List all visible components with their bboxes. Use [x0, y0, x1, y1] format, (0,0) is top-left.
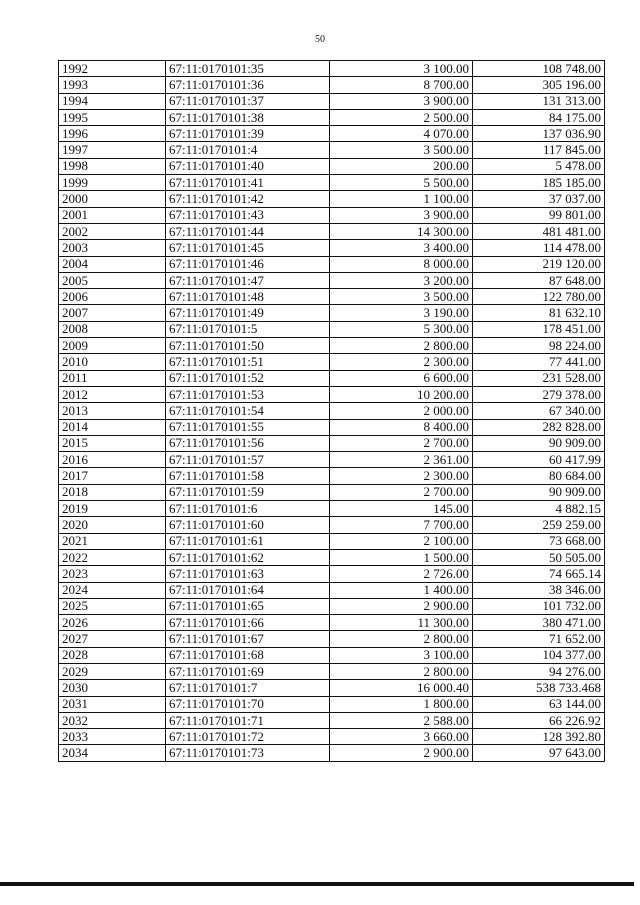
- area-cell: 2 800.00: [330, 338, 473, 354]
- area-cell: 8 700.00: [330, 77, 473, 93]
- value-cell: 538 733.468: [473, 680, 605, 696]
- table-row: [59, 289, 605, 305]
- cadastral-number-cell: 67:11:0170101:7: [166, 680, 330, 696]
- table-row: [59, 272, 605, 288]
- table-row: [59, 191, 605, 207]
- value-cell: 131 313.00: [473, 93, 605, 109]
- value-cell: 231 528.00: [473, 370, 605, 386]
- value-cell: 37 037.00: [473, 191, 605, 207]
- area-cell: 2 900.00: [330, 598, 473, 614]
- value-cell: 122 780.00: [473, 289, 605, 305]
- page-number: 50: [315, 34, 325, 45]
- value-cell: 90 909.00: [473, 435, 605, 451]
- area-cell: 3 100.00: [330, 647, 473, 663]
- table-row: [59, 338, 605, 354]
- area-cell: 8 000.00: [330, 256, 473, 272]
- cadastral-number-cell: 67:11:0170101:5: [166, 321, 330, 337]
- area-cell: 1 500.00: [330, 549, 473, 565]
- cadastral-number-cell: 67:11:0170101:44: [166, 223, 330, 239]
- value-cell: 80 684.00: [473, 468, 605, 484]
- cadastral-number-cell: 67:11:0170101:60: [166, 517, 330, 533]
- table-row: [59, 533, 605, 549]
- area-cell: 3 500.00: [330, 289, 473, 305]
- row-number-cell: 2004: [59, 256, 166, 272]
- row-number-cell: 2030: [59, 680, 166, 696]
- area-cell: 2 726.00: [330, 566, 473, 582]
- table-row: [59, 663, 605, 679]
- area-cell: 2 500.00: [330, 109, 473, 125]
- row-number-cell: 1998: [59, 158, 166, 174]
- cadastral-number-cell: 67:11:0170101:59: [166, 484, 330, 500]
- area-cell: 2 700.00: [330, 435, 473, 451]
- table-row: [59, 93, 605, 109]
- area-cell: 7 700.00: [330, 517, 473, 533]
- area-cell: 2 588.00: [330, 712, 473, 728]
- table-row: [59, 321, 605, 337]
- row-number-cell: 2001: [59, 207, 166, 223]
- table-row: [59, 223, 605, 239]
- value-cell: 71 652.00: [473, 631, 605, 647]
- row-number-cell: 2012: [59, 386, 166, 402]
- row-number-cell: 2034: [59, 745, 166, 761]
- row-number-cell: 1992: [59, 61, 166, 77]
- row-number-cell: 1995: [59, 109, 166, 125]
- area-cell: 3 500.00: [330, 142, 473, 158]
- table-row: [59, 305, 605, 321]
- value-cell: 4 882.15: [473, 501, 605, 517]
- cadastral-number-cell: 67:11:0170101:68: [166, 647, 330, 663]
- value-cell: 104 377.00: [473, 647, 605, 663]
- area-cell: 3 100.00: [330, 61, 473, 77]
- row-number-cell: 2019: [59, 501, 166, 517]
- area-cell: 1 100.00: [330, 191, 473, 207]
- row-number-cell: 2002: [59, 223, 166, 239]
- cadastral-number-cell: 67:11:0170101:61: [166, 533, 330, 549]
- cadastral-number-cell: 67:11:0170101:43: [166, 207, 330, 223]
- area-cell: 2 700.00: [330, 484, 473, 500]
- value-cell: 99 801.00: [473, 207, 605, 223]
- table-row: [59, 370, 605, 386]
- row-number-cell: 2016: [59, 452, 166, 468]
- value-cell: 81 632.10: [473, 305, 605, 321]
- area-cell: 14 300.00: [330, 223, 473, 239]
- value-cell: 77 441.00: [473, 354, 605, 370]
- cadastral-number-cell: 67:11:0170101:64: [166, 582, 330, 598]
- value-cell: 60 417.99: [473, 452, 605, 468]
- cadastral-number-cell: 67:11:0170101:51: [166, 354, 330, 370]
- row-number-cell: 2013: [59, 403, 166, 419]
- row-number-cell: 2014: [59, 419, 166, 435]
- value-cell: 178 451.00: [473, 321, 605, 337]
- value-cell: 137 036.90: [473, 126, 605, 142]
- table-row: [59, 435, 605, 451]
- row-number-cell: 1997: [59, 142, 166, 158]
- area-cell: 2 300.00: [330, 354, 473, 370]
- row-number-cell: 2003: [59, 240, 166, 256]
- table-row: [59, 712, 605, 728]
- row-number-cell: 2023: [59, 566, 166, 582]
- row-number-cell: 1993: [59, 77, 166, 93]
- value-cell: 219 120.00: [473, 256, 605, 272]
- table-row: [59, 501, 605, 517]
- value-cell: 94 276.00: [473, 663, 605, 679]
- area-cell: 3 660.00: [330, 729, 473, 745]
- area-cell: 2 361.00: [330, 452, 473, 468]
- cadastral-number-cell: 67:11:0170101:40: [166, 158, 330, 174]
- row-number-cell: 2011: [59, 370, 166, 386]
- row-number-cell: 1999: [59, 175, 166, 191]
- area-cell: 2 800.00: [330, 663, 473, 679]
- area-cell: 2 300.00: [330, 468, 473, 484]
- cadastral-number-cell: 67:11:0170101:37: [166, 93, 330, 109]
- value-cell: 74 665.14: [473, 566, 605, 582]
- cadastral-number-cell: 67:11:0170101:47: [166, 272, 330, 288]
- table-row: [59, 745, 605, 761]
- row-number-cell: 2024: [59, 582, 166, 598]
- area-cell: 1 800.00: [330, 696, 473, 712]
- value-cell: 67 340.00: [473, 403, 605, 419]
- table-row: [59, 566, 605, 582]
- value-cell: 380 471.00: [473, 615, 605, 631]
- cadastral-number-cell: 67:11:0170101:52: [166, 370, 330, 386]
- row-number-cell: 1996: [59, 126, 166, 142]
- cadastral-number-cell: 67:11:0170101:58: [166, 468, 330, 484]
- cadastral-number-cell: 67:11:0170101:72: [166, 729, 330, 745]
- table-row: [59, 386, 605, 402]
- area-cell: 2 100.00: [330, 533, 473, 549]
- area-cell: 3 900.00: [330, 93, 473, 109]
- table-row: [59, 158, 605, 174]
- value-cell: 128 392.80: [473, 729, 605, 745]
- table-row: [59, 175, 605, 191]
- table-row: [59, 77, 605, 93]
- row-number-cell: 2022: [59, 549, 166, 565]
- table-row: [59, 696, 605, 712]
- table-row: [59, 484, 605, 500]
- cadastral-number-cell: 67:11:0170101:69: [166, 663, 330, 679]
- row-number-cell: 2033: [59, 729, 166, 745]
- bottom-rule: [0, 882, 634, 886]
- row-number-cell: 2032: [59, 712, 166, 728]
- table-row: [59, 403, 605, 419]
- area-cell: 145.00: [330, 501, 473, 517]
- row-number-cell: 2009: [59, 338, 166, 354]
- table-row: [59, 142, 605, 158]
- value-cell: 98 224.00: [473, 338, 605, 354]
- row-number-cell: 2000: [59, 191, 166, 207]
- cadastral-number-cell: 67:11:0170101:63: [166, 566, 330, 582]
- area-cell: 3 900.00: [330, 207, 473, 223]
- value-cell: 63 144.00: [473, 696, 605, 712]
- area-cell: 200.00: [330, 158, 473, 174]
- row-number-cell: 2029: [59, 663, 166, 679]
- table-row: [59, 207, 605, 223]
- area-cell: 4 070.00: [330, 126, 473, 142]
- cadastral-number-cell: 67:11:0170101:35: [166, 61, 330, 77]
- row-number-cell: 2010: [59, 354, 166, 370]
- cadastral-number-cell: 67:11:0170101:67: [166, 631, 330, 647]
- cadastral-number-cell: 67:11:0170101:46: [166, 256, 330, 272]
- cadastral-number-cell: 67:11:0170101:41: [166, 175, 330, 191]
- cadastral-number-cell: 67:11:0170101:55: [166, 419, 330, 435]
- cadastral-number-cell: 67:11:0170101:71: [166, 712, 330, 728]
- value-cell: 185 185.00: [473, 175, 605, 191]
- cadastral-number-cell: 67:11:0170101:45: [166, 240, 330, 256]
- area-cell: 3 200.00: [330, 272, 473, 288]
- table-row: [59, 517, 605, 533]
- value-cell: 279 378.00: [473, 386, 605, 402]
- cadastral-number-cell: 67:11:0170101:6: [166, 501, 330, 517]
- row-number-cell: 2028: [59, 647, 166, 663]
- cadastral-number-cell: 67:11:0170101:50: [166, 338, 330, 354]
- table-row: [59, 680, 605, 696]
- area-cell: 11 300.00: [330, 615, 473, 631]
- cadastral-number-cell: 67:11:0170101:38: [166, 109, 330, 125]
- value-cell: 50 505.00: [473, 549, 605, 565]
- area-cell: 5 300.00: [330, 321, 473, 337]
- cadastral-number-cell: 67:11:0170101:62: [166, 549, 330, 565]
- cadastral-number-cell: 67:11:0170101:53: [166, 386, 330, 402]
- cadastral-number-cell: 67:11:0170101:36: [166, 77, 330, 93]
- table-row: [59, 419, 605, 435]
- cadastral-number-cell: 67:11:0170101:42: [166, 191, 330, 207]
- table-row: [59, 729, 605, 745]
- area-cell: 8 400.00: [330, 419, 473, 435]
- row-number-cell: 2020: [59, 517, 166, 533]
- area-cell: 10 200.00: [330, 386, 473, 402]
- cadastral-number-cell: 67:11:0170101:65: [166, 598, 330, 614]
- cadastral-number-cell: 67:11:0170101:39: [166, 126, 330, 142]
- cadastral-number-cell: 67:11:0170101:66: [166, 615, 330, 631]
- value-cell: 5 478.00: [473, 158, 605, 174]
- table-row: [59, 598, 605, 614]
- row-number-cell: 2021: [59, 533, 166, 549]
- cadastral-number-cell: 67:11:0170101:49: [166, 305, 330, 321]
- area-cell: 5 500.00: [330, 175, 473, 191]
- row-number-cell: 2018: [59, 484, 166, 500]
- value-cell: 84 175.00: [473, 109, 605, 125]
- row-number-cell: 2017: [59, 468, 166, 484]
- value-cell: 87 648.00: [473, 272, 605, 288]
- row-number-cell: 2025: [59, 598, 166, 614]
- table-row: [59, 109, 605, 125]
- cadastral-number-cell: 67:11:0170101:73: [166, 745, 330, 761]
- value-cell: 282 828.00: [473, 419, 605, 435]
- table-row: [59, 615, 605, 631]
- cadastral-number-cell: 67:11:0170101:54: [166, 403, 330, 419]
- row-number-cell: 1994: [59, 93, 166, 109]
- value-cell: 101 732.00: [473, 598, 605, 614]
- row-number-cell: 2006: [59, 289, 166, 305]
- value-cell: 305 196.00: [473, 77, 605, 93]
- cadastral-number-cell: 67:11:0170101:57: [166, 452, 330, 468]
- row-number-cell: 2008: [59, 321, 166, 337]
- area-cell: 3 190.00: [330, 305, 473, 321]
- table-row: [59, 61, 605, 77]
- row-number-cell: 2015: [59, 435, 166, 451]
- table-row: [59, 468, 605, 484]
- row-number-cell: 2005: [59, 272, 166, 288]
- table-row: [59, 549, 605, 565]
- value-cell: 108 748.00: [473, 61, 605, 77]
- area-cell: 3 400.00: [330, 240, 473, 256]
- table-row: [59, 354, 605, 370]
- table-row: [59, 240, 605, 256]
- row-number-cell: 2007: [59, 305, 166, 321]
- area-cell: 2 800.00: [330, 631, 473, 647]
- table-row: [59, 631, 605, 647]
- area-cell: 2 000.00: [330, 403, 473, 419]
- value-cell: 114 478.00: [473, 240, 605, 256]
- table-row: [59, 647, 605, 663]
- cadastral-number-cell: 67:11:0170101:48: [166, 289, 330, 305]
- cadastral-table: [58, 60, 605, 762]
- value-cell: 481 481.00: [473, 223, 605, 239]
- value-cell: 66 226.92: [473, 712, 605, 728]
- table-row: [59, 126, 605, 142]
- area-cell: 2 900.00: [330, 745, 473, 761]
- area-cell: 1 400.00: [330, 582, 473, 598]
- cadastral-number-cell: 67:11:0170101:56: [166, 435, 330, 451]
- cadastral-number-cell: 67:11:0170101:70: [166, 696, 330, 712]
- row-number-cell: 2027: [59, 631, 166, 647]
- area-cell: 16 000.40: [330, 680, 473, 696]
- row-number-cell: 2026: [59, 615, 166, 631]
- row-number-cell: 2031: [59, 696, 166, 712]
- table-row: [59, 452, 605, 468]
- value-cell: 90 909.00: [473, 484, 605, 500]
- value-cell: 117 845.00: [473, 142, 605, 158]
- value-cell: 259 259.00: [473, 517, 605, 533]
- table-row: [59, 582, 605, 598]
- value-cell: 73 668.00: [473, 533, 605, 549]
- cadastral-number-cell: 67:11:0170101:4: [166, 142, 330, 158]
- value-cell: 38 346.00: [473, 582, 605, 598]
- table-body: [59, 61, 605, 762]
- area-cell: 6 600.00: [330, 370, 473, 386]
- value-cell: 97 643.00: [473, 745, 605, 761]
- table-row: [59, 256, 605, 272]
